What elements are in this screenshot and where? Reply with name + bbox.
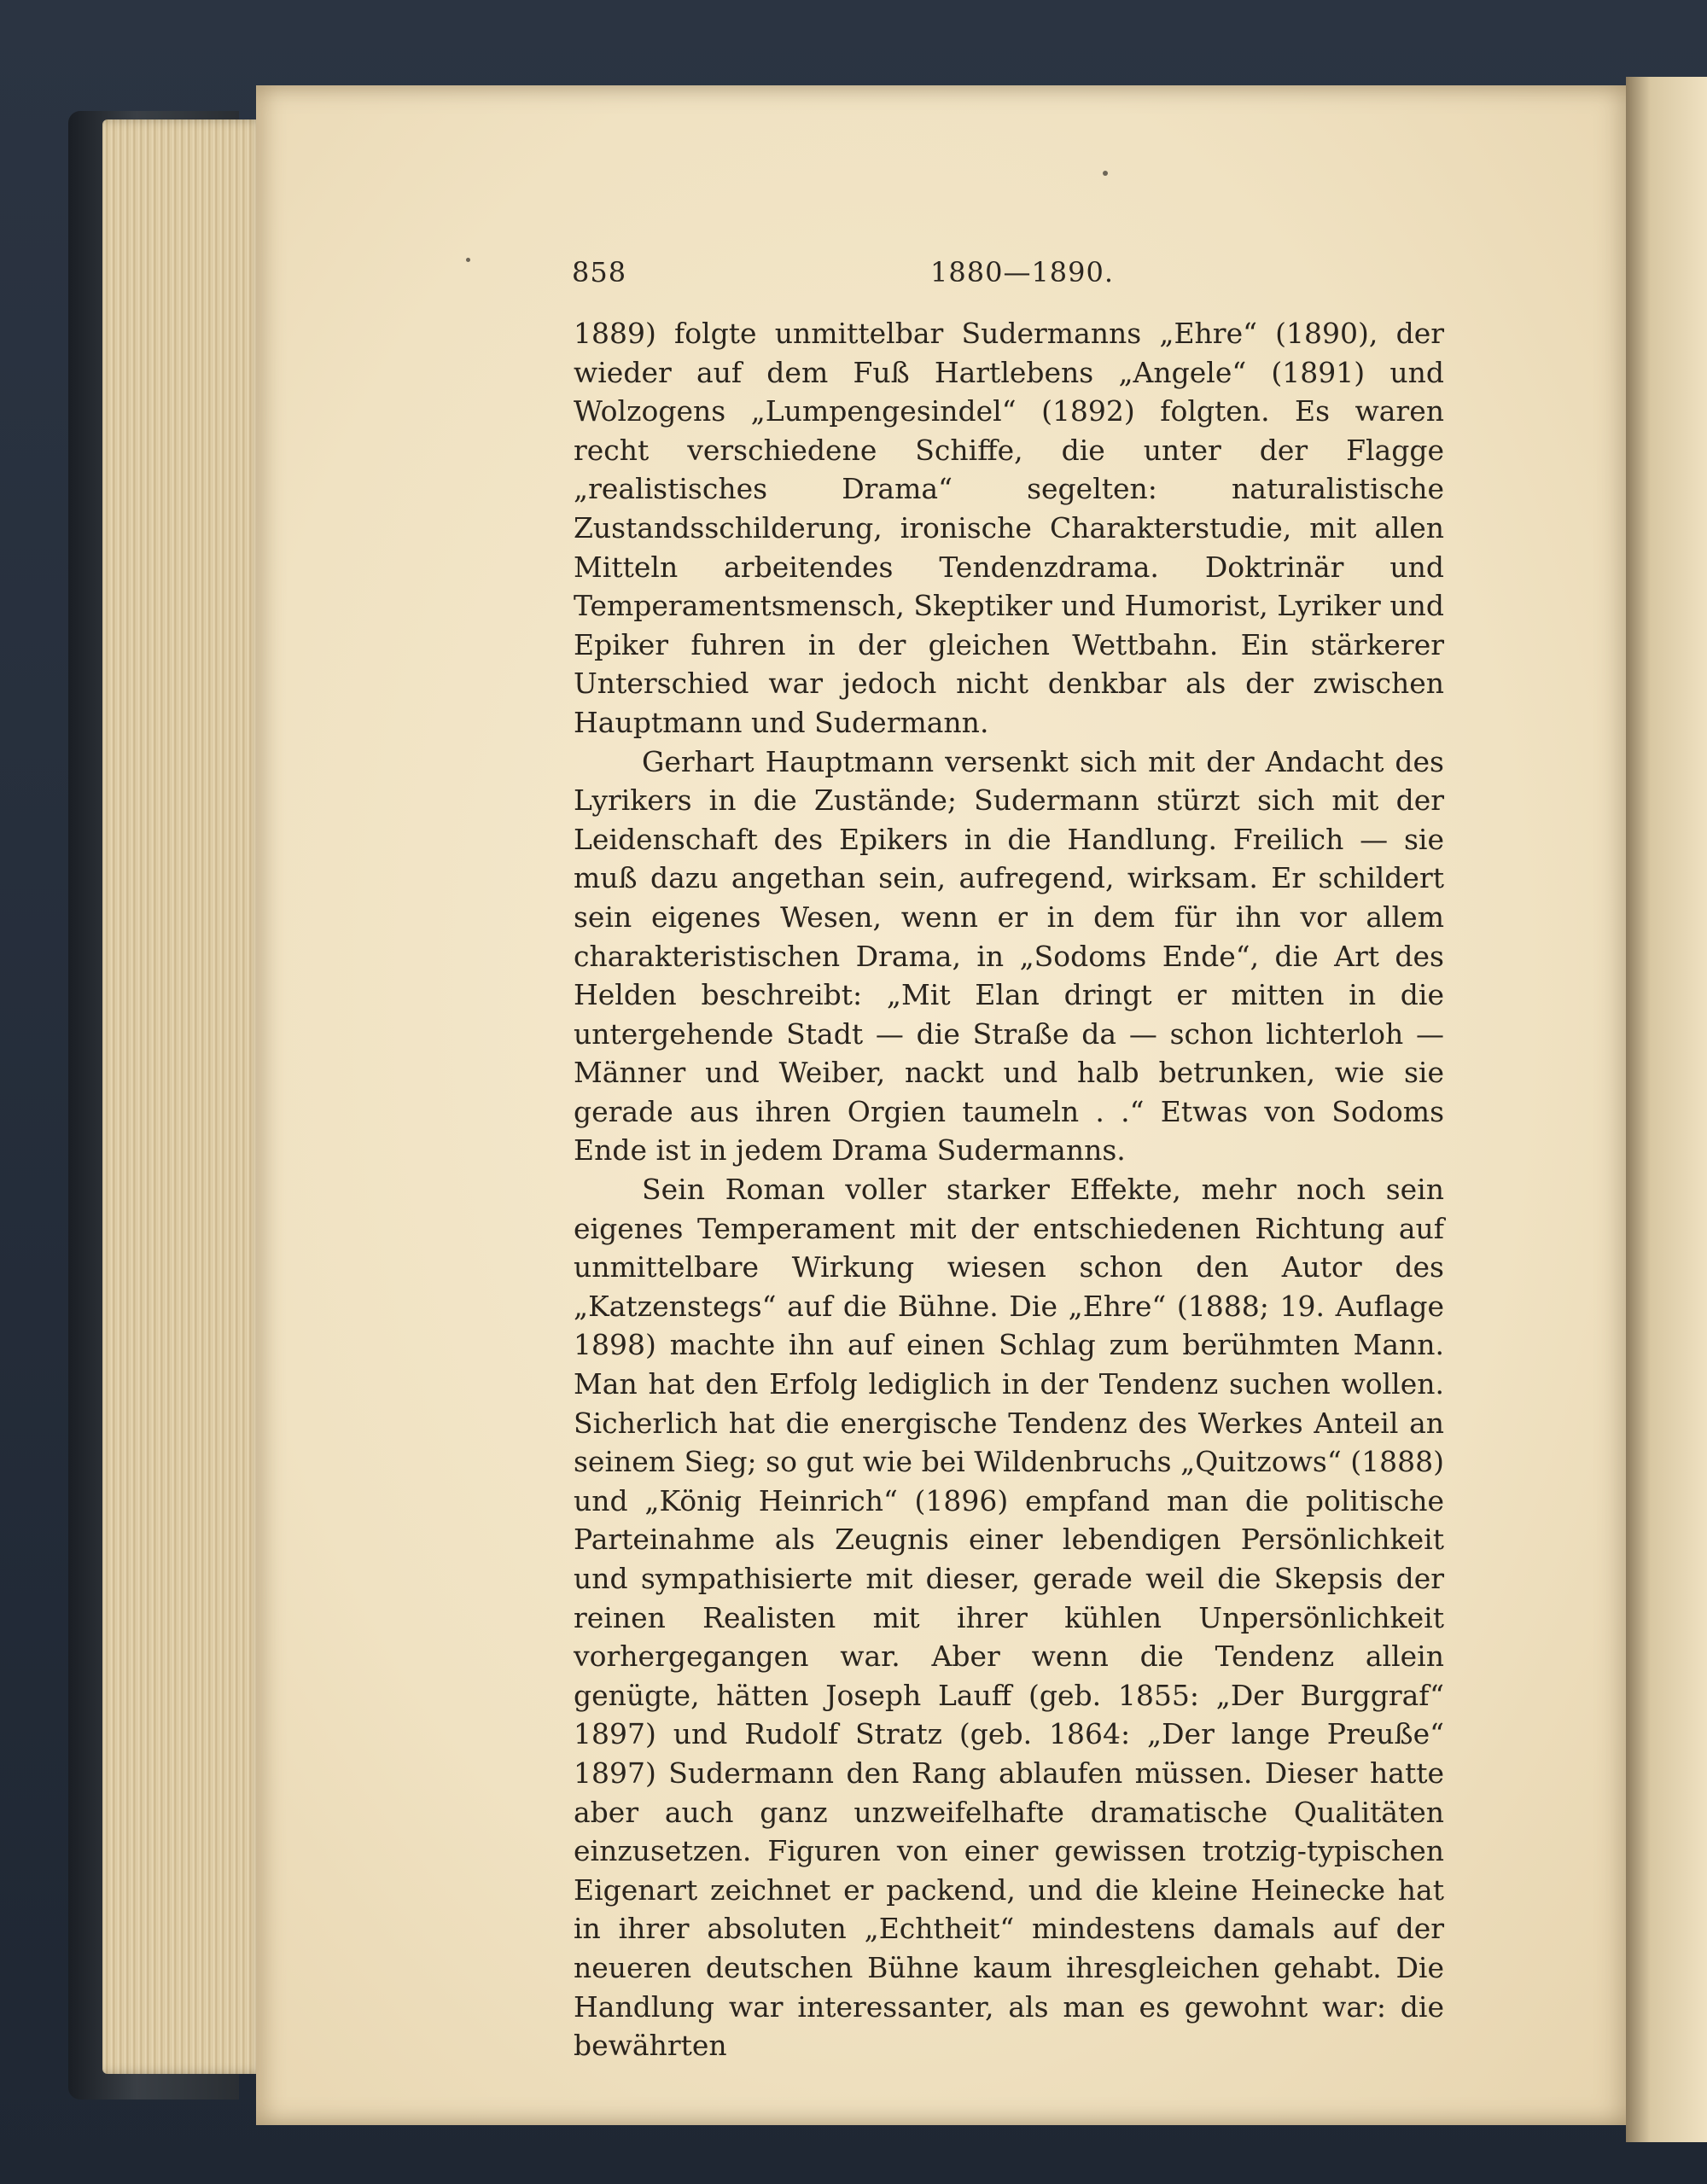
paragraph-3: Sein Roman voller starker Effekte, mehr noch sein eigenes Temperament mit der entschiedenen Richtung auf unmittelbare Wirkung wiesen schon den Autor des „Katzenstegs“ auf die Bühne. Die „Ehre“ (1888; 19. Auflage 1898) machte ihn auf einen Schlag zum berühmten Mann. Man hat den Erfolg lediglich in der Tendenz suchen wollen. Sicherlich hat die energische Tendenz des Werkes Anteil an seinem Sieg; so gut wie bei Wildenbruchs „Quitzows“ (1888) und „König Heinrich“ (1896) empfand man die politische Parteinahme als Zeugnis einer lebendigen Persönlichkeit und sympathisierte mit dieser, gerade weil die Skepsis der reinen Realisten mit ihrer kühlen Unpersönlichkeit vorhergegangen war. Aber wenn die Tendenz allein genügte, hätten Joseph Lauff (geb. 1855: „Der Burggraf“ 1897) und Rudolf Stratz (geb. 1864: „Der lange Preuße“ 1897) Sudermann den Rang ablaufen müssen. Dieser hatte aber auch ganz unzweifelhafte dramatische Qualitäten einzusetzen. Figuren von einer gewissen trotzig-typischen Eigenart zeichnet er packend, und die kleine Heinecke hat in ihrer absoluten „Echtheit“ mindestens damals auf der neueren deutschen Bühne kaum ihresgleichen gehabt. Die Handlung war interessanter, als man es gewohnt war: die bewährten — [574, 1173, 1444, 2063]
paragraph-1: 1889) folgte unmittelbar Sudermanns „Ehre“ (1890), der wieder auf dem Fuß Hartlebens „Angele“ (1891) und Wolzogens „Lumpengesindel“ (1892) folgten. Es waren recht verschiedene Schiffe, die unter der Flagge „realistisches Drama“ segelten: naturalistische Zustandsschilderung, ironische Charakterstudie, mit allen Mitteln arbeitendes Tendenzdrama. Doktrinär und Temperamentsmensch, Skeptiker und Humorist, Lyriker und Epiker fuhren in der gleichen Wettbahn. Ein stärkerer Unterschied war jedoch nicht denkbar als der zwischen Hauptmann und Sudermann. — [574, 317, 1444, 739]
running-title: 1880—1890. — [930, 256, 1115, 288]
paragraph-2: Gerhart Hauptmann versenkt sich mit der Andacht des Lyrikers in die Zustände; Sudermann stürzt sich mit der Leidenschaft des Epikers in die Handlung. Freilich — sie muß dazu angethan sein, aufregend, wirksam. Er schildert sein eigenes Wesen, wenn er in dem für ihn vor allem charakteristischen Drama, in „Sodoms Ende“, die Art des Helden beschreibt: „Mit Elan dringt er mitten in die untergehende Stadt — die Straße da — schon lichterloh — Männer und Weiber, nackt und halb betrunken, wie sie gerade aus ihren Orgien taumeln . .“ Etwas von Sodoms Ende ist in jedem Drama Sudermanns. — [574, 744, 1444, 1168]
body-text — [574, 314, 1444, 2065]
page-number: 858 — [572, 256, 627, 288]
page-edges — [102, 119, 265, 2074]
facing-page-edge — [1626, 77, 1707, 2142]
dust-speck — [466, 258, 470, 262]
dust-speck — [1103, 171, 1108, 176]
running-head — [572, 256, 1451, 299]
